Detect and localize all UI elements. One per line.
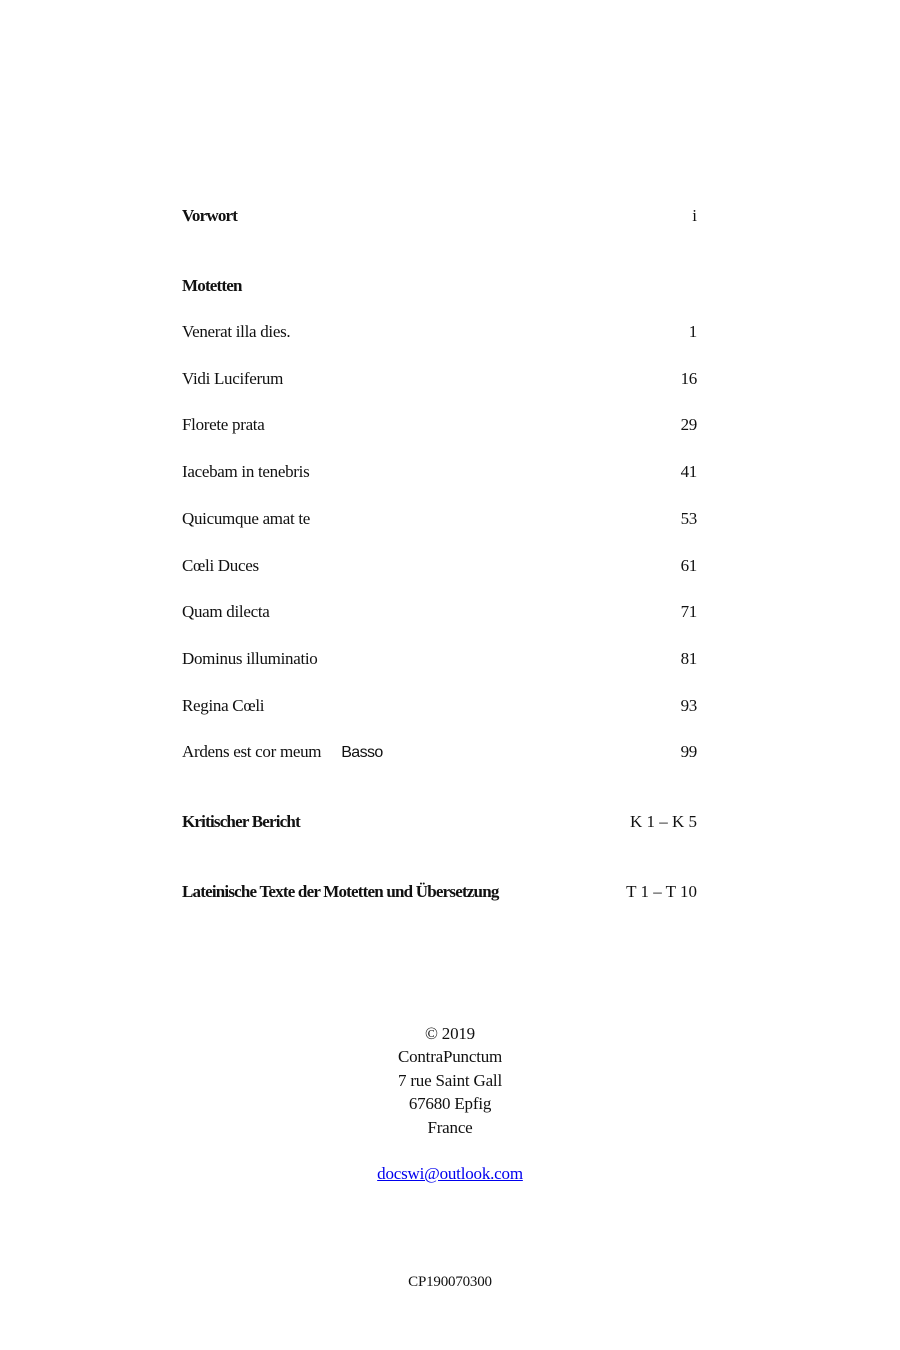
toc-entry-title: Lateinische Texte der Motetten und Übersetzung <box>182 882 499 901</box>
catalog-code: CP190070300 <box>408 1274 492 1290</box>
toc-entry-page: 93 <box>680 696 697 715</box>
toc-entry-title: Vorwort <box>182 206 238 225</box>
toc-entry-page: 1 <box>688 322 697 341</box>
toc-entry-title: Kritischer Bericht <box>182 812 300 831</box>
toc-entry-title: Quicumque amat te <box>182 509 311 528</box>
toc-entry-page: 61 <box>680 556 697 575</box>
toc-entry-title: Regina Cœli <box>182 696 265 715</box>
toc-entry-title: Venerat illa dies. <box>182 322 291 341</box>
toc-entry-title: Vidi Luciferum <box>182 369 283 388</box>
publisher-name: ContraPunctum <box>397 1047 503 1067</box>
toc-entry-page: 81 <box>680 649 697 668</box>
toc-entry-motet[interactable] <box>182 322 697 346</box>
publisher-country: France <box>427 1117 473 1137</box>
toc-entry-page: 99 <box>680 742 697 761</box>
toc-entry-motet[interactable] <box>182 462 697 486</box>
toc-entry-title: Dominus illuminatio <box>182 649 318 668</box>
toc-entry-page: K 1 – K 5 <box>629 812 697 831</box>
toc-entry-motet[interactable] <box>182 556 697 580</box>
publisher-street: 7 rue Saint Gall <box>398 1070 502 1090</box>
toc-entry-motet[interactable] <box>182 696 697 720</box>
publisher-imprint <box>0 1022 900 1185</box>
toc-entry-title: Ardens est cor meum <box>182 742 322 761</box>
toc-entry-title-group <box>182 742 383 762</box>
toc-entry-motet[interactable] <box>182 369 697 393</box>
toc-entry-title: Florete prata <box>182 415 265 434</box>
toc-entry-vorwort[interactable] <box>182 206 697 230</box>
email-link[interactable]: docswi@outlook.com <box>377 1164 523 1184</box>
toc-entry-page: 53 <box>680 509 697 528</box>
toc-entry-page: 71 <box>680 602 697 621</box>
toc-entry-title: Iacebam in tenebris <box>182 462 310 481</box>
toc-entry-motet[interactable] <box>182 742 697 766</box>
toc-entry-page: 41 <box>680 462 697 481</box>
toc-entry-title: Quam dilecta <box>182 602 270 621</box>
toc-entry-page: T 1 – T 10 <box>626 882 697 901</box>
toc-entry-motet[interactable] <box>182 649 697 673</box>
toc-entry-motet[interactable] <box>182 415 697 439</box>
toc-entry-page: 29 <box>680 415 697 434</box>
toc-entry-motet[interactable] <box>182 509 697 533</box>
copyright-line: © 2019 <box>425 1024 475 1043</box>
toc-entry-page: 16 <box>680 369 697 388</box>
toc-entry-voice: Basso <box>341 744 383 761</box>
toc-entry-kritischer-bericht[interactable] <box>182 812 697 836</box>
toc-entry-title: Cœli Duces <box>182 556 259 575</box>
publisher-city: 67680 Epfig <box>408 1094 492 1114</box>
toc-entry-lateinische-texte[interactable] <box>182 882 697 906</box>
section-heading-motetten: Motetten <box>182 276 242 295</box>
toc-entry-motet[interactable] <box>182 602 697 626</box>
toc-entry-page: i <box>692 206 697 225</box>
